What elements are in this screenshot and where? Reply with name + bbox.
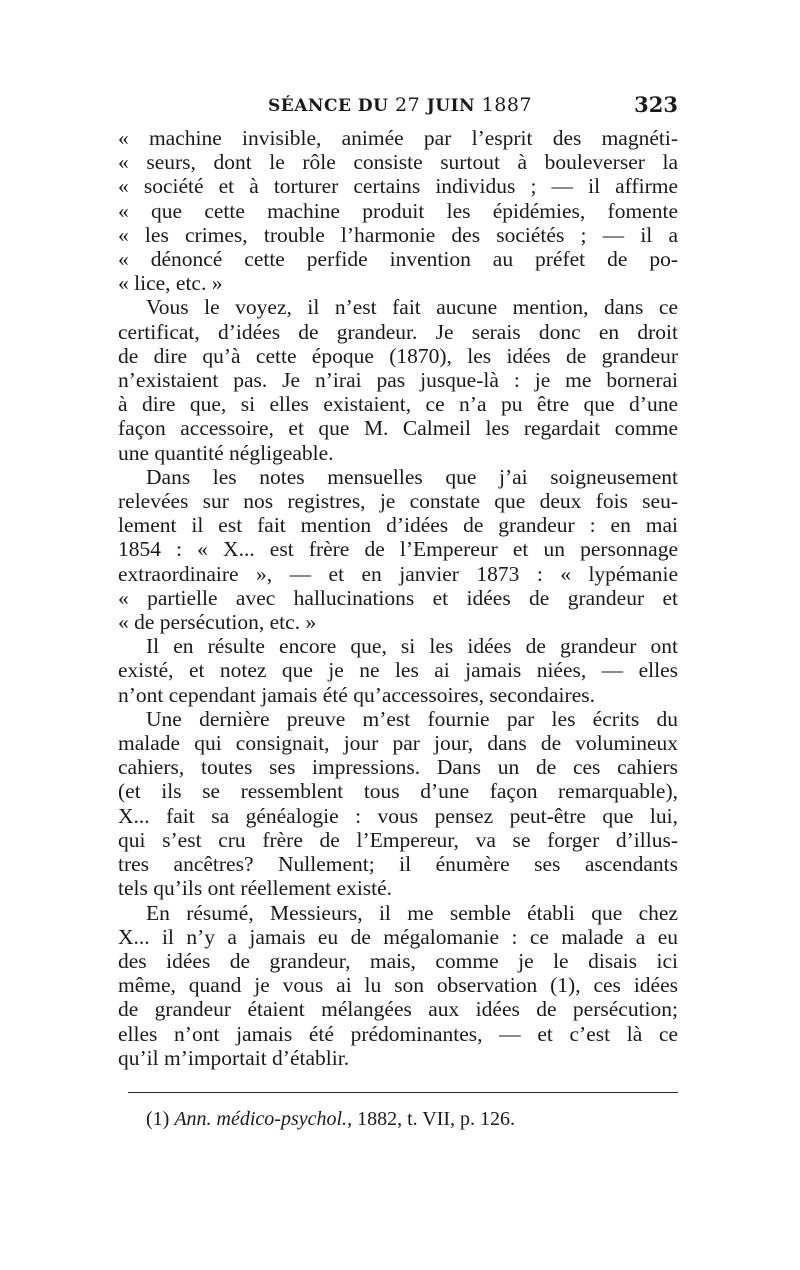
text-line: « les crimes, trouble l’harmonie des sociétés ; — il a — [118, 222, 678, 247]
text-line: Dans les notes mensuelles que j’ai soigneusement — [146, 464, 678, 489]
running-head-prefix: SÉANCE DU — [268, 96, 389, 116]
text-line: qu’il m’importait d’établir. — [118, 1045, 350, 1070]
text-line: 1854 : « X... est frère de l’Empereur et un personnage — [118, 537, 678, 562]
footnote-rule — [128, 1092, 678, 1093]
text-line: « dénoncé cette perfide invention au préfet de po- — [118, 247, 678, 272]
text-line: tels qu’ils ont réellement existé. — [118, 876, 393, 901]
text-line: « société et à torturer certains individus ; — il affirme — [118, 174, 678, 199]
body-text — [118, 126, 678, 1070]
text-line: « de persécution, etc. » — [118, 610, 317, 635]
text-line: de dire qu’à cette époque (1870), les idées de grandeur — [118, 343, 678, 368]
running-head-day: 27 — [394, 94, 421, 116]
text-line: extraordinaire », — et en janvier 1873 : « lypémanie — [118, 561, 678, 586]
text-line: Il en résulte encore que, si les idées de grandeur ont — [146, 634, 678, 659]
running-head — [268, 94, 532, 116]
running-head-month: JUIN — [426, 96, 476, 116]
text-line: n’existaient pas. Je n’irai pas jusque-là : je me bornerai — [118, 368, 678, 393]
text-line: malade qui consignait, jour par jour, dans de volumineux — [118, 731, 678, 756]
text-line: « que cette machine produit les épidémies, fomente — [118, 198, 678, 223]
text-line: même, quand je vous ai lu son observation (1), ces idées — [118, 973, 678, 998]
text-line: des idées de grandeur, mais, comme je le disais ici — [118, 948, 678, 973]
text-line: X... fait sa généalogie : vous pensez peut-être que lui, — [118, 803, 678, 828]
text-line: une quantité négligeable. — [118, 440, 334, 465]
page-header — [118, 92, 678, 122]
text-line: « seurs, dont le rôle consiste surtout à bouleverser la — [118, 150, 678, 175]
text-line: existé, et notez que je ne les ai jamais niées, — elles — [118, 658, 678, 683]
text-line: tres ancêtres? Nullement; il énumère ses ascendants — [118, 852, 678, 877]
text-line: de grandeur étaient mélangées aux idées de persécution; — [118, 997, 678, 1022]
text-line: En résumé, Messieurs, il me semble établi que chez — [146, 900, 678, 925]
footnote-journal: Ann. médico-psychol. — [174, 1108, 348, 1130]
text-line: façon accessoire, et que M. Calmeil les regardait comme — [118, 416, 678, 441]
text-line: « lice, etc. » — [118, 271, 223, 296]
text-line: lement il est fait mention d’idées de grandeur : en mai — [118, 513, 678, 538]
text-line: cahiers, toutes ses impressions. Dans un de ces cahiers — [118, 755, 678, 780]
text-line: « partielle avec hallucinations et idées de grandeur et — [118, 585, 678, 610]
footnote — [146, 1108, 515, 1131]
text-line: certificat, d’idées de grandeur. Je serais donc en droit — [118, 319, 678, 344]
text-line: « machine invisible, animée par l’esprit des magnéti- — [118, 126, 678, 150]
text-line: X... il n’y a jamais eu de mégalomanie : ce malade a eu — [118, 924, 678, 949]
text-line: elles n’ont jamais été prédominantes, — et c’est là ce — [118, 1021, 678, 1046]
text-line: relevées sur nos registres, je constate que deux fois seu- — [118, 489, 678, 514]
text-line: n’ont cependant jamais été qu’accessoires, secondaires. — [118, 682, 595, 707]
text-line: Vous le voyez, il n’est fait aucune mention, dans ce — [146, 295, 678, 320]
footnote-citation: , 1882, t. VII, p. 126. — [347, 1108, 516, 1130]
text-line: à dire que, si elles existaient, ce n’a pu être que d’une — [118, 392, 678, 417]
text-line: Une dernière preuve m’est fournie par les écrits du — [146, 706, 678, 731]
footnote-marker: (1) — [146, 1108, 170, 1130]
text-line: (et ils se ressemblent tous d’une façon remarquable), — [118, 779, 678, 804]
running-head-year: 1887 — [481, 94, 532, 116]
page-number: 323 — [634, 92, 678, 117]
text-line: qui s’est cru frère de l’Empereur, va se forger d’illus- — [118, 827, 678, 852]
